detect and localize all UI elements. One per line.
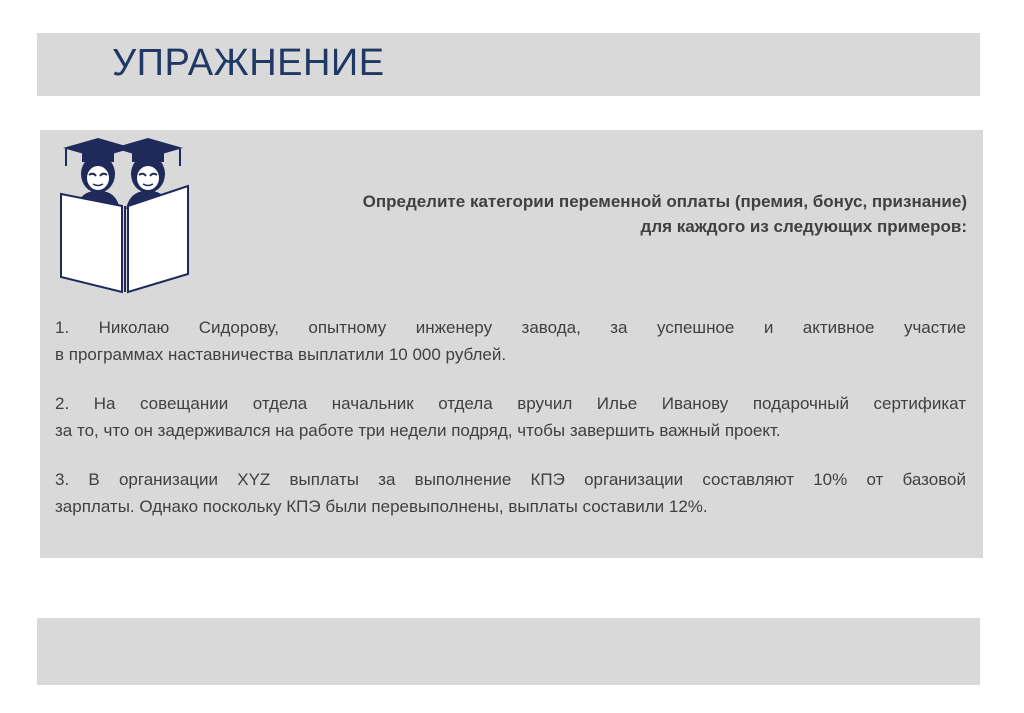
instruction-line: для каждого из следующих примеров: (640, 217, 967, 236)
title-bar (37, 33, 980, 96)
instruction-line: Определите категории переменной оплаты (премия, бонус, признание) (362, 192, 967, 211)
page-title: УПРАЖНЕНИЕ (112, 42, 385, 84)
example-text-line: в программах наставничества выплатили 10 000 рублей. (55, 345, 507, 364)
footer-bar (37, 618, 980, 685)
exercise-instruction (187, 189, 967, 239)
example-item-1 (55, 314, 966, 368)
graduates-reading-book-icon (58, 134, 193, 294)
example-text-line: за то, что он задерживался на работе три недели подряд, чтобы завершить важный проект. (55, 421, 781, 440)
example-text-line: зарплаты. Однако поскольку КПЭ были перевыполнены, выплаты составили 12%. (55, 497, 708, 516)
examples-list (55, 314, 966, 542)
exercise-panel (40, 130, 983, 558)
example-text-line: 3. В организации XYZ выплаты за выполнение КПЭ организации составляют 10% от базовой (55, 470, 966, 489)
example-item-2 (55, 390, 966, 444)
example-item-3 (55, 466, 966, 520)
example-text-line: 2. На совещании отдела начальник отдела вручил Илье Иванову подарочный сертификат (55, 394, 966, 413)
example-text-line: 1. Николаю Сидорову, опытному инженеру завода, за успешное и активное участие (55, 318, 966, 337)
